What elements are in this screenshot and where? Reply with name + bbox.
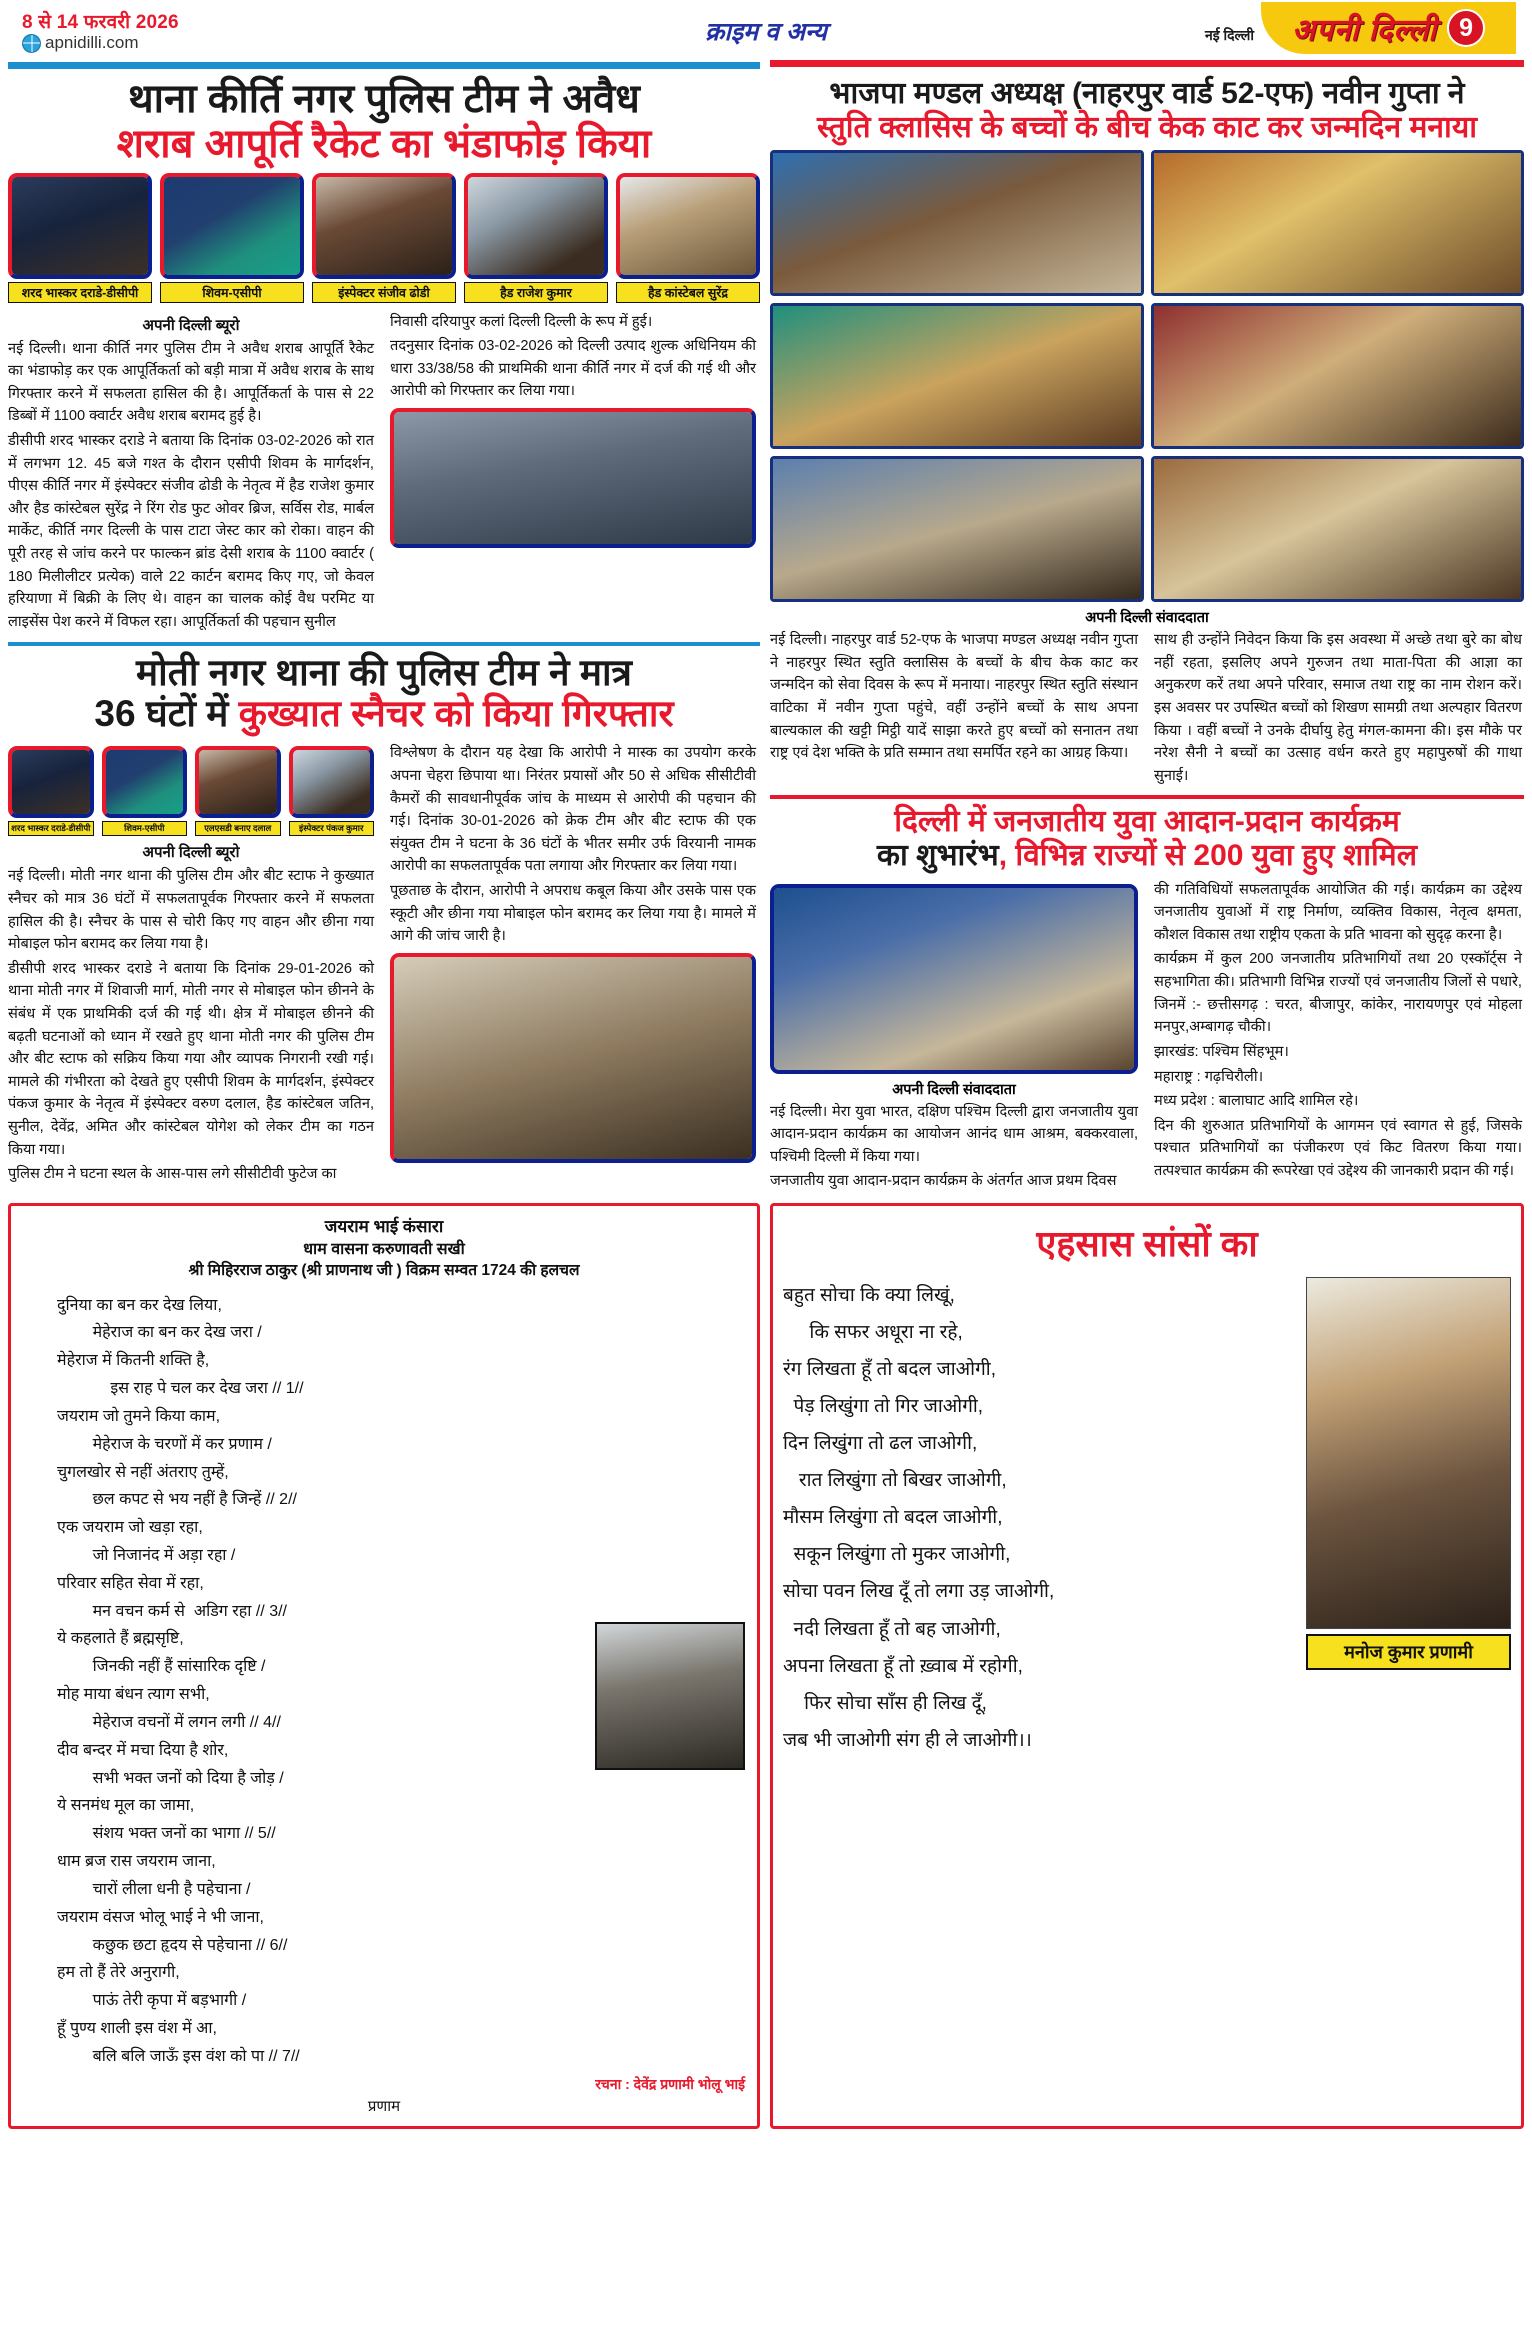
poem1-line: परिवार सहित सेवा में रहा, bbox=[57, 1574, 204, 1592]
article1-para4: तदनुसार दिनांक 03-02-2026 को दिल्ली उत्पाद शुल्क अधिनियम की धारा 33/38/58 की प्राथमिकी थाना कीर्ति नगर में दर्ज की गई थी और आरोपी को गिरफ्तार कर लिया गया। bbox=[390, 338, 756, 400]
event-photo bbox=[770, 303, 1144, 449]
article1-col1 bbox=[8, 309, 374, 636]
poem-box-ehsaas bbox=[770, 1203, 1524, 2129]
poem1-title-line2: धाम वासना करुणावती सखी bbox=[303, 1241, 465, 1259]
poem1-line: मन वचन कर्म से अडिग रहा // 3// bbox=[57, 1602, 287, 1620]
article2-col2 bbox=[390, 740, 756, 1188]
stage-event-image bbox=[774, 888, 1134, 1070]
poet2-name: मनोज कुमार प्रणामी bbox=[1306, 1634, 1511, 1670]
article4-col1 bbox=[770, 879, 1138, 1195]
photo-card bbox=[8, 173, 152, 303]
poem1-line: दुनिया का बन कर देख लिया, bbox=[57, 1296, 222, 1314]
poem1-title-line1: जयराम भाई कंसारा bbox=[324, 1217, 444, 1237]
poem1-line: ये कहलाते हैं ब्रह्मसृष्टि, bbox=[57, 1630, 184, 1648]
poem2-line: पेड़ लिखुंगा तो गिर जाओगी, bbox=[783, 1396, 984, 1418]
article1-byline: अपनी दिल्ली ब्यूरो bbox=[142, 316, 240, 334]
photo-caption: शिवम-एसीपी bbox=[102, 821, 188, 836]
article-liquor-racket bbox=[8, 77, 760, 636]
officer-photo bbox=[106, 750, 184, 814]
article2-para5: पूछताछ के दौरान, आरोपी ने अपराध कबूल किया और उसके पास एक स्कूटी और छीना गया मोबाइल फोन बरामद कर लिया गया है। मामले में आगे की जांच जारी है। bbox=[390, 883, 756, 945]
article4-col2 bbox=[1154, 879, 1522, 1195]
police-scene-image bbox=[394, 412, 752, 544]
poem1-line: धाम ब्रज रास जयराम जाना, bbox=[57, 1853, 216, 1871]
photo-frame bbox=[8, 746, 94, 818]
photo-caption: शरद भास्कर दराडे-डीसीपी bbox=[8, 821, 94, 836]
poem2-line: फिर सोचा साँस ही लिख दूँ, bbox=[783, 1692, 987, 1714]
brand-name: अपनी दिल्ली bbox=[1291, 13, 1438, 47]
photo-card bbox=[195, 746, 281, 836]
article4-byline: अपनी दिल्ली संवाददाता bbox=[892, 1081, 1016, 1098]
photo-frame bbox=[289, 746, 375, 818]
article2-headline-line2 bbox=[8, 693, 760, 734]
article1-headline-line1: थाना कीर्ति नगर पुलिस टीम ने अवैध bbox=[128, 77, 640, 121]
article4-headline-line1: दिल्ली में जनजातीय युवा आदान-प्रदान कार्यक्रम bbox=[894, 805, 1400, 839]
poem2-line: रात लिखुंगा तो बिखर जाओगी, bbox=[783, 1470, 1007, 1492]
article4-event-photo bbox=[770, 884, 1138, 1074]
article1-para3: निवासी दरियापुर कलां दिल्ली दिल्ली के रूप में हुई। bbox=[390, 313, 653, 330]
poem1-line: चारों लीला धनी है पहेचाना / bbox=[57, 1880, 251, 1898]
officer-photo bbox=[468, 177, 604, 275]
article3-headline-line1: भाजपा मण्डल अध्यक्ष (नाहरपुर वार्ड 52-एफ) नवीन गुप्ता ने bbox=[829, 77, 1465, 110]
poet1-photo bbox=[595, 1622, 745, 1770]
photo-frame bbox=[464, 173, 608, 279]
police-station-image bbox=[394, 957, 752, 1159]
photo-caption: शरद भास्कर दराडे-डीसीपी bbox=[8, 282, 152, 303]
officer-photo bbox=[12, 750, 90, 814]
article2-headline-line1: मोती नगर थाना की पुलिस टीम ने मात्र bbox=[136, 651, 632, 693]
article2-col1 bbox=[8, 740, 374, 1188]
poem2-line: जब भी जाओगी संग ही ले जाओगी।। bbox=[783, 1729, 1032, 1751]
photo-card bbox=[289, 746, 375, 836]
poem1-title-line3: श्री मिहिरराज ठाकुर (श्री प्राणनाथ जी ) विक्रम सम्वत 1724 की हलचल bbox=[188, 1261, 580, 1279]
article3-col1 bbox=[770, 629, 1138, 789]
poem2-lines bbox=[783, 1277, 1296, 1759]
article4-col2-para4: महाराष्ट्र : गढ़चिरौली। bbox=[1154, 1068, 1264, 1085]
article4-headline-line2-red: , विभिन्न राज्यों से 200 युवा हुए शामिल bbox=[998, 839, 1418, 873]
officer-photo bbox=[316, 177, 452, 275]
poem1-line: मेहेराज वचनों में लगन लगी // 4// bbox=[57, 1713, 281, 1731]
poem2-line: अपना लिखता हूँ तो ख़्वाब में रहोगी, bbox=[783, 1655, 1023, 1677]
poem2-wrap bbox=[783, 1277, 1511, 1759]
article3-headline bbox=[770, 77, 1524, 144]
article-divider bbox=[770, 795, 1524, 799]
article2-headline bbox=[8, 652, 760, 735]
poem2-line: सकून लिखुंगा तो मुकर जाओगी, bbox=[783, 1544, 1011, 1566]
event-photo bbox=[1151, 303, 1525, 449]
event-image bbox=[773, 459, 1141, 599]
poem1-line: छल कपट से भय नहीं है जिन्हें // 2// bbox=[57, 1491, 297, 1509]
photo-caption: इंस्पेक्टर पंकज कुमार bbox=[289, 821, 375, 836]
article4-col2-para3: झारखंड: पश्चिम सिंहभूम। bbox=[1154, 1043, 1289, 1060]
article3-headline-line2: स्तुति क्लासिस के बच्चों के बीच केक काट कर जन्मदिन मनाया bbox=[816, 110, 1477, 144]
article1-col2 bbox=[390, 309, 756, 636]
poem1-line: जिनकी नहीं हैं सांसारिक दृष्टि / bbox=[57, 1658, 266, 1676]
poem1-line: जयराम वंसज भोलू भाई ने भी जाना, bbox=[57, 1908, 264, 1926]
photo-card bbox=[102, 746, 188, 836]
event-image bbox=[773, 306, 1141, 446]
article4-headline-line2-black: का शुभारंभ bbox=[876, 839, 999, 873]
poem1-line: मोह माया बंधन त्याग सभी, bbox=[57, 1686, 210, 1704]
article2-station-photo bbox=[390, 953, 756, 1163]
poem1-signature: रचना : देवेंद्र प्रणामी भोलू भाई bbox=[595, 2075, 745, 2092]
brand-badge bbox=[1261, 2, 1516, 54]
globe-icon bbox=[22, 34, 41, 53]
website-link[interactable] bbox=[22, 33, 139, 53]
article1-photo-strip bbox=[8, 173, 760, 303]
article4-col2-para1: की गतिविधियों सफलतापूर्वक आयोजित की गई। कार्यक्रम का उद्देश्य जनजातीय युवाओं में राष्ट्र निर्माण, व्यक्तिव विकास, नेतृत्व क्षमता, कौशल विकास तथा राष्ट्रीय एकता के प्रति भावना को सुदृढ़ करना है। bbox=[1154, 881, 1522, 943]
article2-para2: डीसीपी शरद भास्कर दराडे ने बताया कि दिनांक 29-01-2026 को थाना मोती नगर में शिवाजी मार्ग, मोती नगर से मोबाइल फोन छीनने के संबंध में एक प्राथमिकी दर्ज की गई थी। क्षेत्र में मोबाइल छीनने की बढ़ती घटनाओं को ध्यान में रखते हुए थाना मोती नगर की पुलिस टीम और बीट स्टाफ को सक्रिय किया गया और व्यापक निगरानी रखी गई। मामले की गंभीरता को देखते हुए एसीपी शिवम के मार्गदर्शन, इंस्पेक्टर पंकज कुमार के नेतृत्व में इंस्पेक्टर वरुण दलाल, हैड कांस्टेबल जतिन, सुनील, देवेंद्र, अमित और कांस्टेबल योगेश को लेकर टीम का गठन किया गया। bbox=[8, 960, 374, 1158]
event-photo bbox=[1151, 456, 1525, 602]
rule-blue-left bbox=[8, 62, 760, 69]
article3-col2 bbox=[1154, 629, 1522, 789]
poem1-closing: प्रणाम bbox=[367, 2097, 401, 2115]
poet2-portrait-image bbox=[1307, 1278, 1510, 1628]
photo-card bbox=[616, 173, 760, 303]
poet2-photo bbox=[1306, 1277, 1511, 1629]
poem1-line: मेहेराज में कितनी शक्ति है, bbox=[57, 1352, 210, 1370]
article4-headline-line2 bbox=[770, 839, 1524, 873]
photo-card bbox=[312, 173, 456, 303]
article-snatcher-arrest bbox=[8, 652, 760, 1188]
bottom-section bbox=[8, 1203, 1524, 2129]
photo-card bbox=[8, 746, 94, 836]
event-image bbox=[773, 153, 1141, 293]
event-photo bbox=[770, 456, 1144, 602]
poem2-title: एहसास सांसों का bbox=[1036, 1223, 1258, 1265]
photo-frame bbox=[160, 173, 304, 279]
photo-frame bbox=[616, 173, 760, 279]
article4-col2-para5: मध्य प्रदेश : बालाघाट आदि शामिल रहे। bbox=[1154, 1093, 1359, 1110]
left-column bbox=[8, 77, 760, 1195]
officer-photo bbox=[620, 177, 756, 275]
article4-col1-para2: जनजातीय युवा आदान-प्रदान कार्यक्रम के अंतर्गत आज प्रथम दिवस bbox=[770, 1173, 1117, 1190]
article3-col1-text: नई दिल्ली। नाहरपुर वार्ड 52-एफ के भाजपा मण्डल अध्यक्ष नवीन गुप्ता ने नाहरपुर स्थित स्तुति क्लासिस के बच्चों के बीच केक काट कर जन्मदिन को सेवा दिवस के रूप में मनाया। नाहरपुर स्थित स्तुति संस्थान वाटिका में नवीन गुप्ता पहुंचे, वहीं उन्होंने बच्चों के साथ अपना बाल्यकाल की खट्टी मिट्ठी यादें साझा करते हुए बच्चों को सनातन तथा राष्ट्र एवं देश भक्ति के प्रति सम्मान तथा समर्पित रहने का आग्रह किया। bbox=[770, 632, 1138, 762]
poem1-line: मेहेराज के चरणों में कर प्रणाम / bbox=[57, 1435, 272, 1453]
photo-caption: हैड राजेश कुमार bbox=[464, 282, 608, 303]
photo-frame bbox=[8, 173, 152, 279]
masthead bbox=[8, 0, 1524, 60]
event-image bbox=[1154, 306, 1522, 446]
poet1-portrait-image bbox=[597, 1624, 743, 1768]
poem1-line: इस राह पे चल कर देख जरा // 1// bbox=[57, 1380, 304, 1398]
article1-para2: डीसीपी शरद भास्कर दराडे ने बताया कि दिनांक 03-02-2026 को रात में लगभग 12. 45 बजे गश्त के दौरान एसीपी शिवम के मार्गदर्शन, पीएस कीर्ति नगर में इंस्पेक्टर संजीव ढोडी के नेतृत्व में हैड राजेश कुमार और हैड कांस्टेबल सुरेंद्र ने रिंग रोड फुट ओवर ब्रिज, सर्विस रोड, मार्बल मार्केट, कीर्ति नगर दिल्ली के पास टाटा जेस्ट कार को रोका। वाहन की पूरी तरह से जांच करने पर फाल्कन ब्रांड देसी शराब के 1100 क्वार्टर ( 180 मिलीलीटर प्रत्येक) वाले 22 कार्टन बरामद किए गए, जो केवल हरियाणा में बिक्री के लिए थे। वाहन का चालक कोई वैध परमिट या लाइसेंस पेश करने में विफल रहा। आपूर्तिकर्ता की पहचान सुनील bbox=[8, 433, 374, 630]
poem2-line: दिन लिखुंगा तो ढल जाओगी, bbox=[783, 1433, 978, 1455]
website-url: apnidilli.com bbox=[45, 33, 139, 52]
article4-col1-para1: नई दिल्ली। मेरा युवा भारत, दक्षिण पश्चिम दिल्ली द्वारा जनजातीय युवा आदान-प्रदान कार्यक्रम का आयोजन आनंद धाम आश्रम, बक्करवाला, पश्चिमी दिल्ली में किया गया। bbox=[770, 1103, 1138, 1165]
photo-card bbox=[160, 173, 304, 303]
event-image bbox=[1154, 459, 1522, 599]
poem2-line: रंग लिखता हूँ तो बदल जाओगी, bbox=[783, 1359, 996, 1381]
event-image bbox=[1154, 153, 1522, 293]
poem1-line: हम तो हैं तेरे अनुरागी, bbox=[57, 1964, 180, 1982]
poem1-line: संशय भक्त जनों का भागा // 5// bbox=[57, 1825, 276, 1843]
article3-col2-text: साथ ही उन्होंने निवेदन किया कि इस अवस्था में अच्छे तथा बुरे का बोध नहीं रहता, इसलिए अपने गुरुजन तथा माता-पिता की आज्ञा का अनुकरण करें तथा अपने परिवार, समाज तथा राष्ट्र का नाम रोशन करें। इस अवसर पर उपस्थित बच्चों को शिखण सामग्री तथा अल्पहार वितरण किया । वहीं बच्चों ने उनके दीर्घायु हेतु मंगल-कामना की। इस मौके पर नरेश सैनी ने बच्चों का उत्साह वर्धन करते हुए महापुरुषों की गाथा सुनाई। bbox=[1154, 632, 1522, 784]
photo-caption: इंस्पेक्टर संजीव ढोडी bbox=[312, 282, 456, 303]
poem1-line: ये सनमंध मूल का जामा, bbox=[57, 1797, 195, 1815]
poem1-line: कछुक छटा हृदय से पहेचाना // 6// bbox=[57, 1936, 288, 1954]
article3-byline: अपनी दिल्ली संवाददाता bbox=[1085, 610, 1209, 627]
poem2-line: नदी लिखता हूँ तो बह जाओगी, bbox=[783, 1618, 1001, 1640]
right-column bbox=[770, 77, 1524, 1195]
article1-headline-line2: शराब आपूर्ति रैकेट का भंडाफोड़ किया bbox=[116, 121, 652, 166]
photo-frame bbox=[102, 746, 188, 818]
poem2-line: सोचा पवन लिख दूँ तो लगा उड़ जाओगी, bbox=[783, 1581, 1055, 1603]
article-birthday-cake bbox=[770, 77, 1524, 789]
poem1-body bbox=[23, 1292, 745, 2116]
photo-caption: एलएसडी बनाए दलाल bbox=[195, 821, 281, 836]
photo-frame bbox=[312, 173, 456, 279]
photo-caption: शिवम-एसीपी bbox=[160, 282, 304, 303]
article1-para1: नई दिल्ली। थाना कीर्ति नगर पुलिस टीम ने अवैध शराब आपूर्ति रैकेट का भंडाफोड़ कर एक आपूर्तिकर्ता को बड़ी मात्रा में अवैध शराब के साथ गिरफ्तार करने में सफलता हासिल की है। आपूर्तिकर्ता के पास से 22 डिब्बों में 1100 क्वार्टर अवैध शराब बरामद हुई है। bbox=[8, 340, 374, 425]
event-photo bbox=[1151, 150, 1525, 296]
poem2-poet-block bbox=[1306, 1277, 1511, 1759]
poem1-line: हूँ पुण्य शाली इस वंश में आ, bbox=[57, 2020, 217, 2038]
poem1-line: एक जयराम जो खड़ा रहा, bbox=[57, 1519, 203, 1537]
officer-photo bbox=[12, 177, 148, 275]
article1-scene-photo bbox=[390, 408, 756, 548]
page-number: 9 bbox=[1447, 9, 1485, 47]
article4-col2-para2: कार्यक्रम में कुल 200 जनजातीय प्रतिभागियों तथा 20 एस्कॉर्ट्स ने सहभागिता की। प्रतिभागी विभिन्न राज्यों एवं जनजातीय जिलों से पधारे, जिनमें :- छत्तीसगढ़ : चरत, बीजापुर, कांकेर, नारायणपुर एवं मोहला मनपुर,अम्बागढ़ चौकी। bbox=[1154, 951, 1522, 1036]
edition-city: नई दिल्ली bbox=[1204, 27, 1254, 43]
poem2-line: मौसम लिखुंगा तो बदल जाओगी, bbox=[783, 1507, 1003, 1529]
section-title: क्राइम व अन्य bbox=[705, 18, 827, 46]
poem1-line: पाऊं तेरी कृपा में बड़भागी / bbox=[57, 1992, 247, 2010]
rule-red-right bbox=[770, 60, 1524, 67]
poem1-line: मेहेराज का बन कर देख जरा / bbox=[57, 1324, 262, 1342]
issue-date: 8 से 14 फरवरी 2026 bbox=[22, 12, 179, 33]
officer-photo bbox=[199, 750, 277, 814]
article1-headline bbox=[8, 77, 760, 167]
poem1-line: चुगलखोर से नहीं अंतराए तुम्हें, bbox=[57, 1463, 229, 1481]
article-tribal-youth bbox=[770, 805, 1524, 1195]
poem1-line: बलि बलि जाऊँ इस वंश को पा // 7// bbox=[57, 2047, 300, 2065]
poem1-header bbox=[23, 1216, 745, 1281]
poem1-line: जयराम जो तुमने किया काम, bbox=[57, 1407, 221, 1425]
event-photo bbox=[770, 150, 1144, 296]
article2-para4: विश्लेषण के दौरान यह देखा कि आरोपी ने मास्क का उपयोग करके अपना चेहरा छिपाया था। निरंतर प्रयासों और 50 से अधिक सीसीटीवी कैमरों की सावधानीपूर्वक जांच के माध्यम से आरोपी की पहचान की गई। दिनांक 30-01-2026 को क्रेक टीम और बीट स्टाफ की एक संयुक्त टीम ने घटना के 36 घंटों के भीतर समीर उर्फ विरयानी नामक आरोपी का सफलतापूर्वक पता लगाया और गिरफ्तार कर लिया गया। bbox=[390, 745, 756, 875]
poem1-line: दीव बन्दर में मचा दिया है शोर, bbox=[57, 1741, 229, 1759]
poem1-line: सभी भक्त जनों को दिया है जोड़ / bbox=[57, 1769, 284, 1787]
poem-box-jairam bbox=[8, 1203, 760, 2129]
article2-headline-line2-red: कुख्यात स्नैचर को किया गिरफ्तार bbox=[238, 692, 674, 734]
article3-photo-grid bbox=[770, 150, 1524, 602]
poem2-line: बहुत सोचा कि क्या लिखूं, bbox=[783, 1285, 955, 1307]
article2-para3: पुलिस टीम ने घटना स्थल के आस-पास लगे सीसीटीवी फुटेज का bbox=[8, 1166, 337, 1183]
officer-photo bbox=[293, 750, 371, 814]
photo-frame bbox=[195, 746, 281, 818]
article2-photo-strip bbox=[8, 746, 374, 836]
photo-card bbox=[464, 173, 608, 303]
article4-col2-para6: दिन की शुरुआत प्रतिभागियों के आगमन एवं स्वागत से हुई, जिसके पश्चात प्रतिभागियों का पंजीकरण एवं किट वितरण किया गया। तत्पश्चात कार्यक्रम की रूपरेखा एवं उद्देश्य की जानकारी प्रदान की गई। bbox=[1154, 1117, 1522, 1179]
poem1-line: जो निजानंद में अड़ा रहा / bbox=[57, 1546, 236, 1564]
poem2-line: कि सफर अधूरा ना रहे, bbox=[783, 1322, 963, 1344]
article4-headline bbox=[770, 805, 1524, 872]
article-divider bbox=[8, 642, 760, 646]
officer-photo bbox=[164, 177, 300, 275]
article2-para1: नई दिल्ली। मोती नगर थाना की पुलिस टीम और बीट स्टाफ ने कुख्यात स्नैचर को मात्र 36 घंटों में सफलतापूर्वक गिरफ्तार करने में सफलता हासिल की है। स्नैचर के पास से चोरी किए गए वाहन और छीना गया मोबाइल फोन बरामद कर लिया गया है। bbox=[8, 868, 374, 953]
article2-byline: अपनी दिल्ली ब्यूरो bbox=[142, 844, 240, 862]
photo-caption: हैड कांस्टेबल सुरेंद्र bbox=[616, 282, 760, 303]
article2-headline-line2-black: 36 घंटों में bbox=[94, 692, 239, 734]
